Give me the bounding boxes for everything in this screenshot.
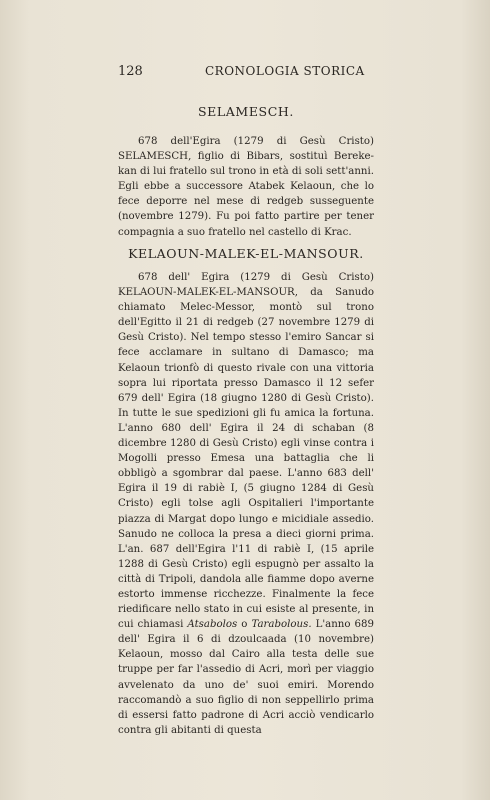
section-heading-kelaoun: KELAOUN-MALEK-EL-MANSOUR.: [128, 246, 364, 261]
section-paragraph-selamesch: 678 dell'Egira (1279 di Gesù Cristo) SELAMESCH, figlio di Bibars, sostituì Bereke-kan di lui fratello sul trono in età di soli sett'anni. Egli ebbe a successore Atabek Kelaoun, che lo fece deporre nel mese di redgeb susseguente (novembre 1279). Fu poi fatto partire per tener compagnia a suo fratello nel castello di Krac.: [118, 136, 374, 238]
italic-place-name-2: Tarabolous.: [251, 619, 312, 631]
italic-place-name-1: Atsabolos: [187, 619, 238, 631]
connector-word: o: [241, 619, 248, 631]
paragraph-text-part-2: L'anno 689 dell' Egira il 6 di dzoulcaada (10 novembre) Kelaoun, mosso dal Cairo alla testa delle sue truppe per far l'assedio di Acri, morì per viaggio avvelenato da uno de' suoi emiri. Morendo raccomandò a suo figlio di non seppellirlo prima di essersi fatto padrone di Acri acciò vendicarlo contra gli abitanti di questa: [118, 619, 374, 736]
section-paragraph-kelaoun: [118, 270, 374, 738]
page-number: 128: [118, 64, 143, 79]
running-title: CRONOLOGIA STORICA: [205, 64, 365, 78]
section-heading-selamesch: SELAMESCH.: [198, 104, 294, 119]
paragraph-text-part-1: 678 dell' Egira (1279 di Gesù Cristo) KELAOUN-MALEK-EL-MANSOUR, da Sanudo chiamato Melec-Messor, montò sul trono dell'Egitto il 21 di redgeb (27 novembre 1279 di Gesù Cristo). Nel tempo stesso l'emiro Sancar si fece acclamare in sultano di Damasco; ma Kelaoun trionfò di questo rivale con una vittoria sopra lui riportata presso Damasco il 12 sefer 679 dell' Egira (18 giugno 1280 di Gesù Cristo). In tutte le sue spedizioni gli fu amica la fortuna. L'anno 680 dell' Egira il 24 di schaban (8 dicembre 1280 di Gesù Cristo) egli vinse contra i Mogolli presso Emesa una battaglia che li obbligò a sgombrar dal paese. L'anno 683 dell' Egira il 19 di rabiè I, (5 giugno 1284 di Gesù Cristo) egli tolse agli Ospitalieri l'importante piazza di Margat dopo lungo e micidiale assedio. Sanudo ne colloca la presa a dieci giorni prima. L'an. 687 dell'Egira l'11 di rabiè I, (15 aprile 1288 di Gesù Cristo) egli espugnò per assalto la città di Tripoli, dandola alle fiamme dopo averne estorto immense ricchezze. Finalmente la fece riedificare nello stato in cui esiste al presente, in cui chiamasi: [118, 272, 374, 631]
